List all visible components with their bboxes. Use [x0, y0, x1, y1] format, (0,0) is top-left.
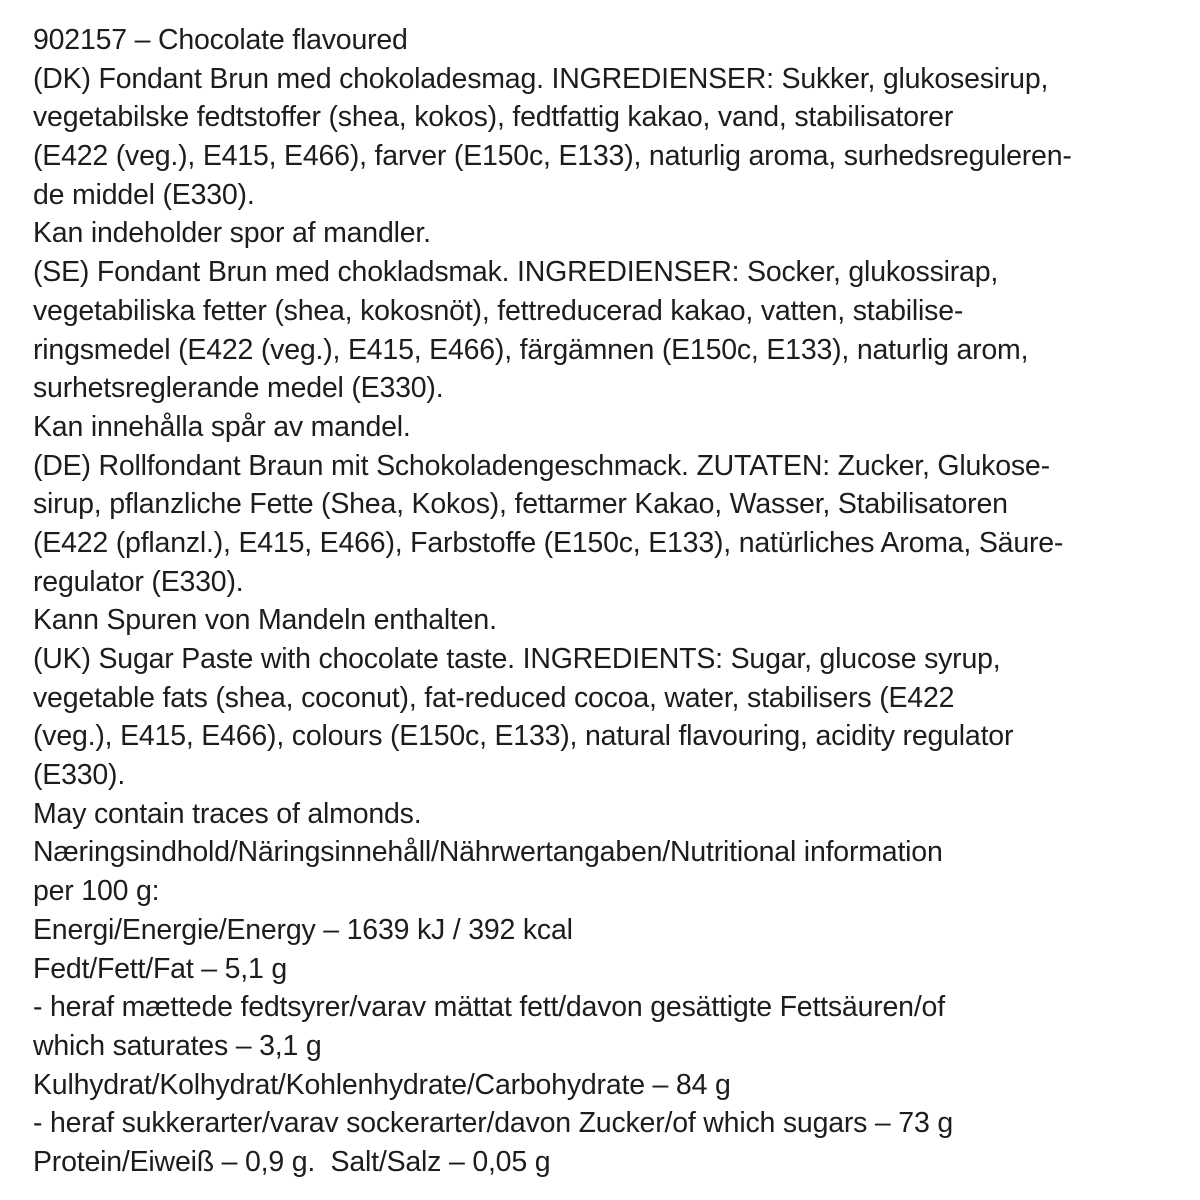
de-ingredients-line-4: regulator (E330).: [33, 565, 244, 598]
se-ingredients-line-4: surhetsreglerande medel (E330).: [33, 372, 444, 405]
nutrition-heading-line-1: Næringsindhold/Näringsinnehåll/Nährwertangaben/Nutritional information: [33, 836, 943, 869]
se-ingredients-line-3: ringsmedel (E422 (veg.), E415, E466), färgämnen (E150c, E133), naturlig arom,: [33, 333, 1029, 366]
ingredient-label-text: [33, 21, 1183, 1182]
de-ingredients-line-3: (E422 (pflanzl.), E415, E466), Farbstoffe (E150c, E133), natürliches Aroma, Säure-: [33, 526, 1064, 559]
de-allergen-notice: Kann Spuren von Mandeln enthalten.: [33, 604, 497, 637]
nutrition-saturates-line-1: - heraf mættede fedtsyrer/varav mättat fett/davon gesättigte Fettsäuren/of: [33, 991, 945, 1024]
uk-allergen-notice: May contain traces of almonds.: [33, 797, 422, 830]
nutrition-saturates-line-2: which saturates – 3,1 g: [33, 1029, 322, 1062]
product-code-title: 902157 – Chocolate flavoured: [33, 24, 408, 56]
dk-ingredients-line-4: de middel (E330).: [33, 178, 255, 211]
uk-ingredients-line-3: (veg.), E415, E466), colours (E150c, E133), natural flavouring, acidity regulator: [33, 720, 1014, 753]
de-ingredients-line-2: sirup, pflanzliche Fette (Shea, Kokos), fettarmer Kakao, Wasser, Stabilisatoren: [33, 488, 1008, 521]
dk-allergen-notice: Kan indeholder spor af mandler.: [33, 217, 431, 250]
nutrition-heading-line-2: per 100 g:: [33, 875, 160, 908]
nutrition-sugars: - heraf sukkerarter/varav sockerarter/davon Zucker/of which sugars – 73 g: [33, 1107, 953, 1140]
uk-ingredients-line-2: vegetable fats (shea, coconut), fat-reduced cocoa, water, stabilisers (E422: [33, 681, 955, 714]
nutrition-carbohydrate: Kulhydrat/Kolhydrat/Kohlenhydrate/Carbohydrate – 84 g: [33, 1068, 731, 1101]
de-ingredients-line-1: (DE) Rollfondant Braun mit Schokoladengeschmack. ZUTATEN: Zucker, Glukose-: [33, 449, 1050, 482]
dk-ingredients-line-2: vegetabilske fedtstoffer (shea, kokos), fedtfattig kakao, vand, stabilisatorer: [33, 101, 954, 134]
uk-ingredients-line-1: (UK) Sugar Paste with chocolate taste. INGREDIENTS: Sugar, glucose syrup,: [33, 643, 1001, 675]
se-ingredients-line-1: (SE) Fondant Brun med chokladsmak. INGREDIENSER: Socker, glukossirap,: [33, 256, 999, 289]
uk-ingredients-line-4: (E330).: [33, 759, 126, 792]
nutrition-protein-salt: Protein/Eiweiß – 0,9 g. Salt/Salz – 0,05 g: [33, 1145, 551, 1178]
se-ingredients-line-2: vegetabiliska fetter (shea, kokosnöt), fettreducerad kakao, vatten, stabilise-: [33, 294, 964, 327]
nutrition-fat: Fedt/Fett/Fat – 5,1 g: [33, 952, 288, 985]
se-allergen-notice: Kan innehålla spår av mandel.: [33, 410, 411, 443]
dk-ingredients-line-3: (E422 (veg.), E415, E466), farver (E150c, E133), naturlig aroma, surhedsreguleren-: [33, 140, 1072, 173]
dk-ingredients-line-1: (DK) Fondant Brun med chokoladesmag. INGREDIENSER: Sukker, glukosesirup,: [33, 62, 1049, 95]
nutrition-energy: Energi/Energie/Energy – 1639 kJ / 392 kcal: [33, 913, 573, 946]
